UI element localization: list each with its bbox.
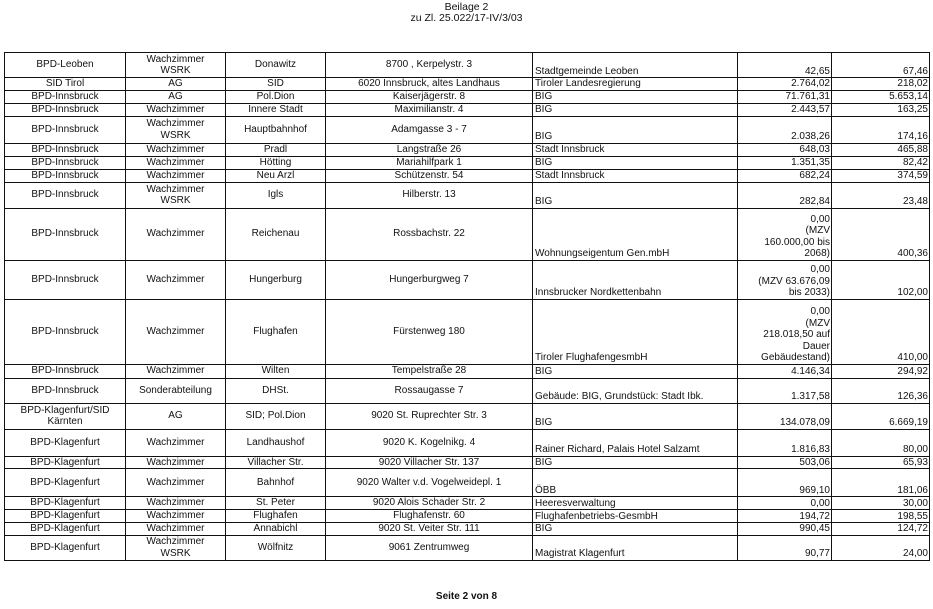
value1-cell: 969,10 [738, 469, 832, 497]
dienststelle-cell: BPD-Klagenfurt [5, 535, 126, 560]
address-cell: Hilberstr. 13 [326, 182, 533, 208]
owner-cell: BIG [533, 364, 738, 378]
art-cell: Wachzimmer WSRK [126, 182, 226, 208]
bezeichnung-cell: Pradl [226, 143, 326, 156]
dienststelle-cell: BPD-Klagenfurt [5, 497, 126, 510]
owner-cell: BIG [533, 90, 738, 103]
table-row [5, 497, 930, 510]
value2-cell: 5.653,14 [832, 90, 930, 103]
owner-cell: BIG [533, 403, 738, 429]
address-cell: Hungerburgweg 7 [326, 260, 533, 299]
owner-cell: ÖBB [533, 469, 738, 497]
bezeichnung-cell: Wilten [226, 364, 326, 378]
owner-cell: Magistrat Klagenfurt [533, 535, 738, 560]
table-row [5, 116, 930, 143]
art-cell: Wachzimmer [126, 260, 226, 299]
attachment-title: Beilage 2 [444, 1, 489, 13]
table-row [5, 535, 930, 560]
address-cell: 9020 Villacher Str. 137 [326, 456, 533, 469]
art-cell: Wachzimmer [126, 143, 226, 156]
value2-cell: 82,42 [832, 156, 930, 169]
reference-number: zu Zl. 25.022/17-IV/3/03 [410, 12, 523, 24]
value1-cell: 503,06 [738, 456, 832, 469]
owner-cell: Tiroler FlughafengesmbH [533, 299, 738, 364]
table-row [5, 456, 930, 469]
dienststelle-cell: BPD-Klagenfurt/SID Kärnten [5, 403, 126, 429]
art-cell: Wachzimmer [126, 523, 226, 536]
value2-cell: 102,00 [832, 260, 930, 299]
owner-cell: Stadt Innsbruck [533, 169, 738, 182]
owner-cell: Flughafenbetriebs-GesmbH [533, 510, 738, 523]
table-row [5, 469, 930, 497]
dienststelle-cell: BPD-Innsbruck [5, 143, 126, 156]
art-cell: Wachzimmer [126, 510, 226, 523]
dienststelle-cell: BPD-Innsbruck [5, 103, 126, 116]
value2-cell: 198,55 [832, 510, 930, 523]
owner-cell: Tiroler Landesregierung [533, 78, 738, 91]
bezeichnung-cell: Landhaushof [226, 429, 326, 456]
value1-cell: 71.761,31 [738, 90, 832, 103]
owner-cell: BIG [533, 156, 738, 169]
value1-cell: 1.816,83 [738, 429, 832, 456]
owner-cell: BIG [533, 116, 738, 143]
owner-cell: Wohnungseigentum Gen.mbH [533, 208, 738, 260]
art-cell: Wachzimmer [126, 497, 226, 510]
value2-cell: 24,00 [832, 535, 930, 560]
table-row [5, 510, 930, 523]
table-row [5, 429, 930, 456]
art-cell: Wachzimmer [126, 456, 226, 469]
address-cell: 6020 Innsbruck, altes Landhaus [326, 78, 533, 91]
art-cell: Wachzimmer [126, 299, 226, 364]
value1-cell: 1.351,35 [738, 156, 832, 169]
bezeichnung-cell: Neu Arzl [226, 169, 326, 182]
bezeichnung-cell: Donawitz [226, 53, 326, 78]
address-cell: Adamgasse 3 - 7 [326, 116, 533, 143]
address-cell: Maximilianstr. 4 [326, 103, 533, 116]
value2-cell: 465,88 [832, 143, 930, 156]
dienststelle-cell: BPD-Innsbruck [5, 299, 126, 364]
art-cell: Wachzimmer [126, 169, 226, 182]
value2-cell: 80,00 [832, 429, 930, 456]
dienststelle-cell: BPD-Innsbruck [5, 378, 126, 403]
owner-cell: Gebäude: BIG, Grundstück: Stadt Ibk. [533, 378, 738, 403]
owner-cell: BIG [533, 523, 738, 536]
value2-cell: 174,16 [832, 116, 930, 143]
value1-cell: 2.038,26 [738, 116, 832, 143]
bezeichnung-cell: Flughafen [226, 299, 326, 364]
value1-cell: 4.146,34 [738, 364, 832, 378]
address-cell: 9020 St. Ruprechter Str. 3 [326, 403, 533, 429]
art-cell: Wachzimmer [126, 208, 226, 260]
address-cell: Kaiserjägerstr. 8 [326, 90, 533, 103]
dienststelle-cell: SID Tirol [5, 78, 126, 91]
bezeichnung-cell: Hungerburg [226, 260, 326, 299]
value1-cell: 2.764,02 [738, 78, 832, 91]
bezeichnung-cell: SID; Pol.Dion [226, 403, 326, 429]
value1-cell: 1.317,58 [738, 378, 832, 403]
value2-cell: 30,00 [832, 497, 930, 510]
table-row [5, 208, 930, 260]
bezeichnung-cell: Hauptbahnhof [226, 116, 326, 143]
bezeichnung-cell: SID [226, 78, 326, 91]
address-cell: Flughafenstr. 60 [326, 510, 533, 523]
art-cell: Wachzimmer WSRK [126, 535, 226, 560]
table-row [5, 156, 930, 169]
value2-cell: 400,36 [832, 208, 930, 260]
owner-cell: Stadt Innsbruck [533, 143, 738, 156]
value2-cell: 23,48 [832, 182, 930, 208]
dienststelle-cell: BPD-Innsbruck [5, 260, 126, 299]
address-cell: Schützenstr. 54 [326, 169, 533, 182]
table-row [5, 523, 930, 536]
bezeichnung-cell: Pol.Dion [226, 90, 326, 103]
art-cell: Wachzimmer [126, 429, 226, 456]
value2-cell: 67,46 [832, 53, 930, 78]
address-cell: Fürstenweg 180 [326, 299, 533, 364]
art-cell: Wachzimmer [126, 156, 226, 169]
table-row [5, 53, 930, 78]
dienststelle-cell: BPD-Klagenfurt [5, 429, 126, 456]
owner-cell: BIG [533, 103, 738, 116]
table-row [5, 299, 930, 364]
value1-cell: 0,00 (MZV 63.676,09 bis 2033) [738, 260, 832, 299]
address-cell: 9020 Walter v.d. Vogelweidepl. 1 [326, 469, 533, 497]
value1-cell: 0,00 [738, 497, 832, 510]
table-row [5, 378, 930, 403]
value2-cell: 410,00 [832, 299, 930, 364]
table-row [5, 169, 930, 182]
dienststelle-cell: BPD-Leoben [5, 53, 126, 78]
value2-cell: 124,72 [832, 523, 930, 536]
address-cell: Rossbachstr. 22 [326, 208, 533, 260]
bezeichnung-cell: DHSt. [226, 378, 326, 403]
value2-cell: 181,06 [832, 469, 930, 497]
owner-cell: Rainer Richard, Palais Hotel Salzamt [533, 429, 738, 456]
value1-cell: 42,65 [738, 53, 832, 78]
table-row [5, 403, 930, 429]
bezeichnung-cell: Wölfnitz [226, 535, 326, 560]
bezeichnung-cell: Innere Stadt [226, 103, 326, 116]
bezeichnung-cell: Hötting [226, 156, 326, 169]
owner-cell: BIG [533, 182, 738, 208]
address-cell: Langstraße 26 [326, 143, 533, 156]
value1-cell: 2.443,57 [738, 103, 832, 116]
value2-cell: 6.669,19 [832, 403, 930, 429]
dienststelle-cell: BPD-Innsbruck [5, 208, 126, 260]
address-cell: Rossaugasse 7 [326, 378, 533, 403]
value2-cell: 163,25 [832, 103, 930, 116]
value2-cell: 218,02 [832, 78, 930, 91]
art-cell: Sonderabteilung [126, 378, 226, 403]
dienststelle-cell: BPD-Innsbruck [5, 182, 126, 208]
art-cell: Wachzimmer [126, 469, 226, 497]
value1-cell: 282,84 [738, 182, 832, 208]
value1-cell: 682,24 [738, 169, 832, 182]
address-cell: 8700 , Kerpelystr. 3 [326, 53, 533, 78]
dienststelle-cell: BPD-Klagenfurt [5, 469, 126, 497]
value1-cell: 648,03 [738, 143, 832, 156]
bezeichnung-cell: Igls [226, 182, 326, 208]
address-cell: Tempelstraße 28 [326, 364, 533, 378]
value2-cell: 65,93 [832, 456, 930, 469]
value1-cell: 0,00 (MZV 218.018,50 auf Dauer Gebäudestand) [738, 299, 832, 364]
value2-cell: 126,36 [832, 378, 930, 403]
table-row [5, 182, 930, 208]
art-cell: Wachzimmer [126, 103, 226, 116]
address-cell: Mariahilfpark 1 [326, 156, 533, 169]
bezeichnung-cell: Reichenau [226, 208, 326, 260]
art-cell: AG [126, 403, 226, 429]
dienststelle-cell: BPD-Innsbruck [5, 169, 126, 182]
address-cell: 9020 K. Kogelnikg. 4 [326, 429, 533, 456]
owner-cell: Stadtgemeinde Leoben [533, 53, 738, 78]
value1-cell: 194,72 [738, 510, 832, 523]
bezeichnung-cell: Bahnhof [226, 469, 326, 497]
property-table [4, 52, 930, 561]
table-row [5, 90, 930, 103]
value1-cell: 134.078,09 [738, 403, 832, 429]
table-row [5, 103, 930, 116]
dienststelle-cell: BPD-Klagenfurt [5, 510, 126, 523]
value1-cell: 990,45 [738, 523, 832, 536]
owner-cell: BIG [533, 456, 738, 469]
value1-cell: 0,00 (MZV 160.000,00 bis 2068) [738, 208, 832, 260]
bezeichnung-cell: Villacher Str. [226, 456, 326, 469]
art-cell: AG [126, 90, 226, 103]
dienststelle-cell: BPD-Klagenfurt [5, 523, 126, 536]
owner-cell: Heeresverwaltung [533, 497, 738, 510]
address-cell: 9020 Alois Schader Str. 2 [326, 497, 533, 510]
bezeichnung-cell: Annabichl [226, 523, 326, 536]
art-cell: Wachzimmer WSRK [126, 116, 226, 143]
bezeichnung-cell: St. Peter [226, 497, 326, 510]
page-number: Seite 2 von 8 [435, 591, 498, 602]
art-cell: Wachzimmer [126, 364, 226, 378]
value1-cell: 90,77 [738, 535, 832, 560]
owner-cell: Innsbrucker Nordkettenbahn [533, 260, 738, 299]
dienststelle-cell: BPD-Innsbruck [5, 116, 126, 143]
table-row [5, 364, 930, 378]
dienststelle-cell: BPD-Klagenfurt [5, 456, 126, 469]
address-cell: 9061 Zentrumweg [326, 535, 533, 560]
dienststelle-cell: BPD-Innsbruck [5, 90, 126, 103]
table-row [5, 260, 930, 299]
dienststelle-cell: BPD-Innsbruck [5, 156, 126, 169]
table-row [5, 78, 930, 91]
table-row [5, 143, 930, 156]
address-cell: 9020 St. Veiter Str. 111 [326, 523, 533, 536]
value2-cell: 374,59 [832, 169, 930, 182]
dienststelle-cell: BPD-Innsbruck [5, 364, 126, 378]
bezeichnung-cell: Flughafen [226, 510, 326, 523]
value2-cell: 294,92 [832, 364, 930, 378]
art-cell: AG [126, 78, 226, 91]
art-cell: Wachzimmer WSRK [126, 53, 226, 78]
